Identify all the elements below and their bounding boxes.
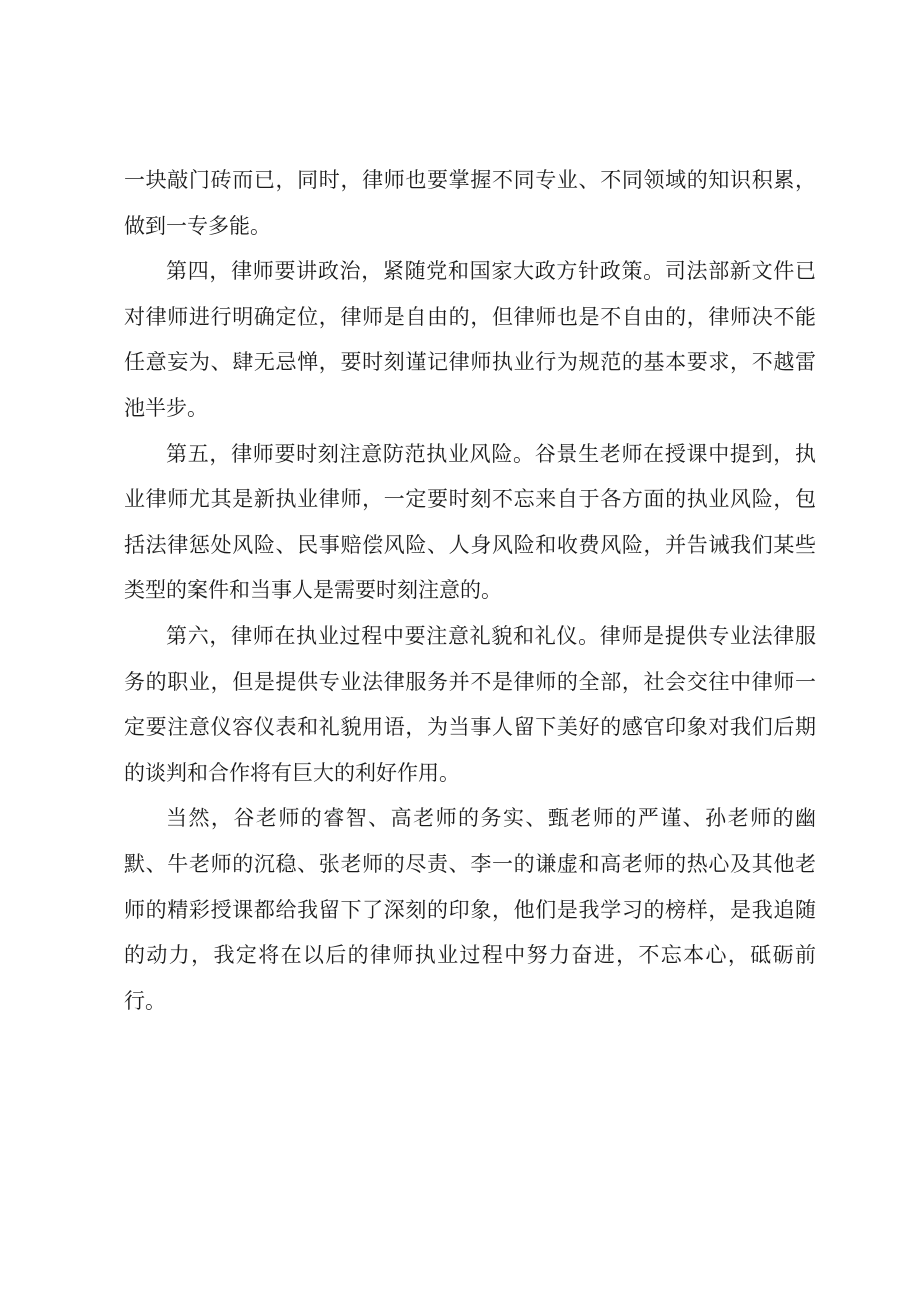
paragraph-point-five: 第五，律师要时刻注意防范执业风险。谷景生老师在授课中提到，执业律师尤其是新执业律师，一定要时刻不忘来自于各方面的执业风险，包括法律惩处风险、民事赔偿风险、人身风险和收费风险，并告诫我们某些类型的案件和当事人是需要时刻注意的。 <box>124 441 816 603</box>
paragraph-conclusion: 当然，谷老师的睿智、高老师的务实、甄老师的严谨、孙老师的幽默、牛老师的沉稳、张老师的尽责、李一的谦虚和高老师的热心及其他老师的精彩授课都给我留下了深刻的印象，他们是我学习的榜样，是我追随的动力，我定将在以后的律师执业过程中努力奋进，不忘本心，砥砺前行。 <box>124 806 816 1013</box>
paragraph-point-four: 第四，律师要讲政治，紧随党和国家大政方针政策。司法部新文件已对律师进行明确定位，律师是自由的，但律师也是不自由的，律师决不能任意妄为、肆无忌惮，要时刻谨记律师执业行为规范的基本要求，不越雷池半步。 <box>124 259 816 420</box>
paragraph-continuation: 一块敲门砖而已，同时，律师也要掌握不同专业、不同领域的知识积累，做到一专多能。 <box>124 168 816 238</box>
paragraph-point-six: 第六，律师在执业过程中要注意礼貌和礼仪。律师是提供专业法律服务的职业，但是提供专业法律服务并不是律师的全部，社会交往中律师一定要注意仪容仪表和礼貌用语，为当事人留下美好的感官印象对我们后期的谈判和合作将有巨大的利好作用。 <box>124 623 816 785</box>
document-body <box>124 158 816 1024</box>
